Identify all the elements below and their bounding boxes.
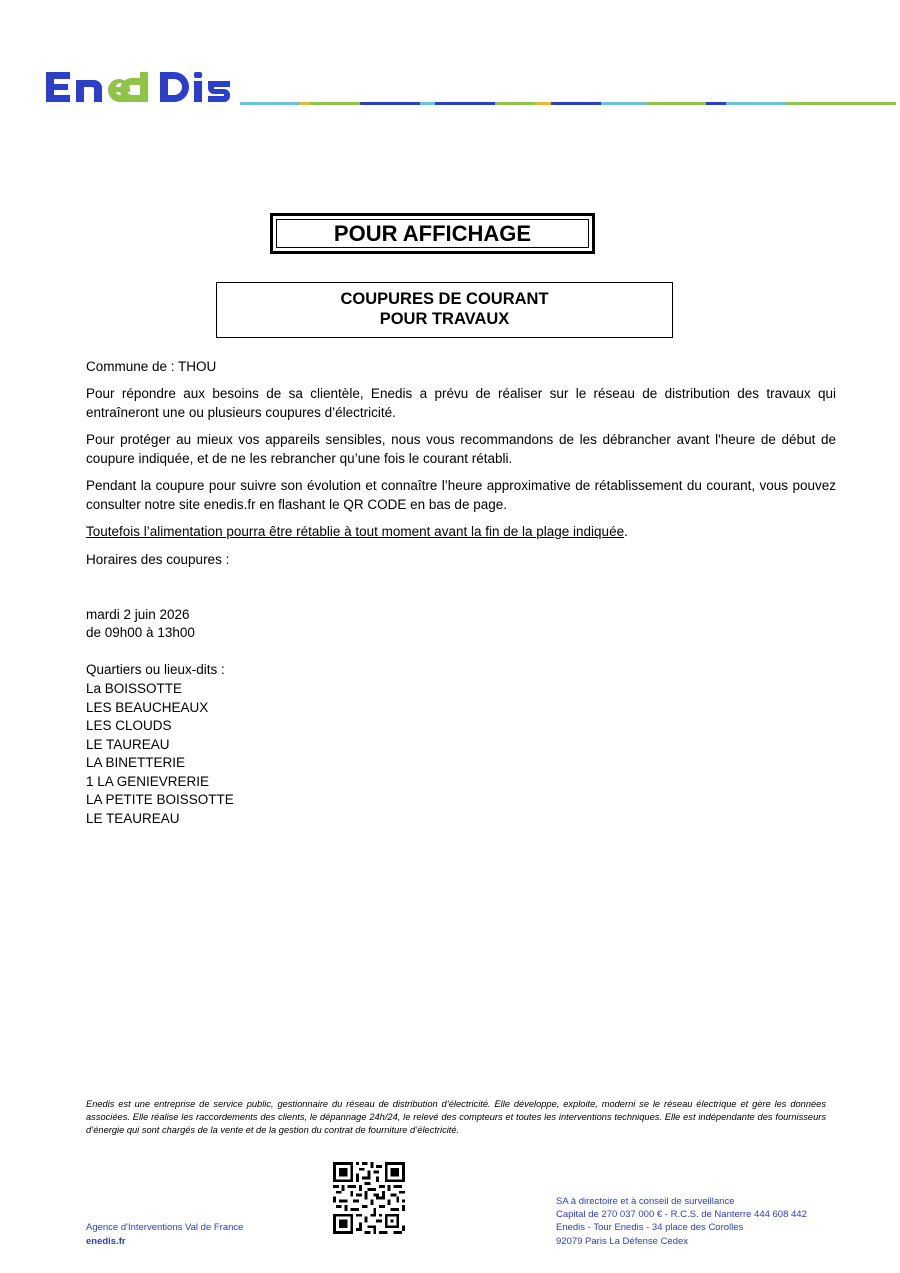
warning-period: . [624, 524, 628, 539]
legal-line: 92079 Paris La Défense Cedex [556, 1235, 689, 1247]
place-item: LA PETITE BOISSOTTE [86, 792, 234, 807]
qr-code[interactable] [333, 1162, 405, 1234]
place-item: LA BINETTERIE [86, 755, 186, 770]
warning-line [86, 523, 836, 542]
paragraph-2: Pour protéger au mieux vos appareils sensibles, nous vous recommandons de les débrancher avant l'heure de début de coupure indiquée, et de ne les rebrancher qu’une fois le courant rétabli. [86, 432, 836, 466]
place-item: LES CLOUDS [86, 718, 172, 733]
warning-text: Toutefois l’alimentation pourra être rétablie à tout moment avant la fin de la plage indiquée [86, 524, 625, 539]
outage-time-range: de 09h00 à 13h00 [86, 625, 195, 640]
legal-line: Enedis - Tour Enedis - 34 place des Corolles [556, 1222, 744, 1234]
display-label: POUR AFFICHAGE [276, 219, 589, 248]
place-item: 1 LA GENIEVRERIE [86, 773, 210, 789]
footer-disclaimer: Enedis est une entreprise de service public, gestionnaire du réseau de distribution d’électricité. Elle développe, exploite, moderni se le réseau électrique et gère les données associées. Elle réalise les raccordements des clients, le dépannage 24h/24, le relevé des compteurs et toutes les interventions techniques. Elle est indépendante des fournisseurs d’énergie qui sont chargés de la vente et de la gestion du contrat de fourniture d’électricité. [86, 1099, 826, 1135]
footer-legal-block [556, 1195, 807, 1248]
schedule-label: Horaires des coupures : [86, 552, 230, 567]
display-label-box [270, 213, 595, 254]
places-label: Quartiers ou lieux-dits : [86, 662, 225, 677]
footer-agency-block [86, 1221, 243, 1248]
paragraph-1: Pour répondre aux besoins de sa clientèle, Enedis a prévu de réaliser sur le réseau de distribution des travaux qui entraîneront une ou plusieurs coupures d’électricité. [86, 386, 836, 420]
agency-name: Agence d'Interventions Val de France [86, 1222, 244, 1233]
legal-line: SA à directoire et à conseil de surveillance [556, 1196, 735, 1207]
notice-subject-line2: POUR TRAVAUX [379, 310, 510, 328]
header-color-line [240, 102, 896, 105]
notice-subject-box [216, 282, 673, 338]
places-list [86, 680, 836, 828]
place-item: LES BEAUCHEAUX [86, 699, 209, 715]
notice-subject-line1: COUPURES DE COURANT [340, 290, 549, 308]
legal-line: Capital de 270 037 000 € - R.C.S. de Nanterre 444 608 442 [556, 1209, 807, 1221]
place-item: LE TEAUREAU [86, 810, 180, 826]
enedis-logo [44, 66, 234, 108]
commune-line: Commune de : THOU [86, 359, 217, 374]
website-link[interactable]: enedis.fr [86, 1235, 126, 1247]
place-item: LE TAUREAU [86, 736, 170, 752]
paragraph-3: Pendant la coupure pour suivre son évolution et connaître l’heure approximative de rétablissement du courant, vous pouvez consulter notre site enedis.fr en flashant le QR CODE en bas de page. [86, 478, 836, 512]
place-item: La BOISSOTTE [86, 681, 183, 696]
outage-date: mardi 2 juin 2026 [86, 607, 190, 622]
